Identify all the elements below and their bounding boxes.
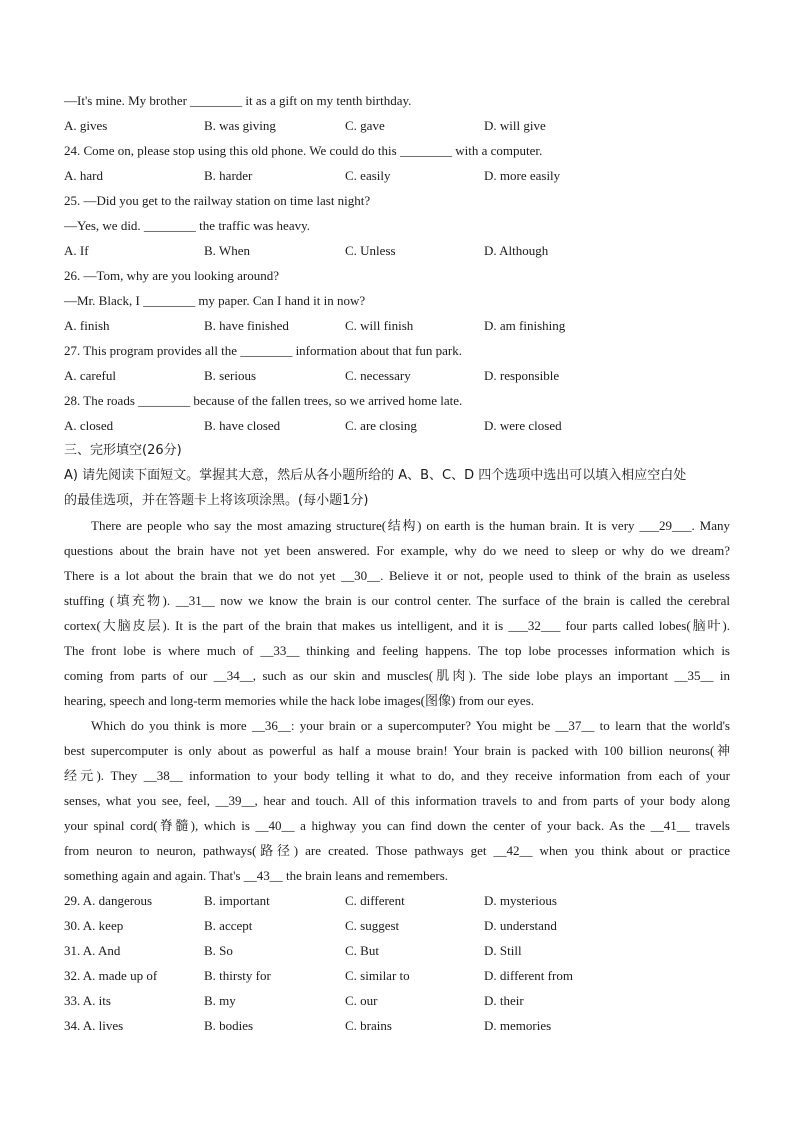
option-b: B. So xyxy=(204,943,233,958)
option-c: C. easily xyxy=(345,168,391,183)
option-b: B. was giving xyxy=(204,118,276,133)
option-a: A. If xyxy=(64,243,89,258)
passage-line: stuffing (填充物). __31__ now we know the brain is our control center. The surface of the brain is called the cerebral xyxy=(64,593,730,608)
question-28-stem: 28. The roads ________ because of the fallen trees, so we arrived home late. xyxy=(64,393,463,408)
passage-line: hearing, speech and long-term memories while the hack lobe images(图像) from our eyes. xyxy=(64,693,535,708)
cloze-options-32 xyxy=(64,963,730,988)
passage-line: cortex(大脑皮层). It is the part of the brain that makes us intelligent, and it is ___32___ four parts called lobes(脑叶). xyxy=(64,618,730,633)
passage-line: 经元). They __38__ information to your body telling it what to do, and they receive information from each of your xyxy=(64,768,730,783)
question-24-options xyxy=(64,163,730,188)
option-d: D. were closed xyxy=(484,418,562,433)
passage-paragraph-1 xyxy=(64,513,730,713)
passage-line: from neuron to neuron, pathways(路径) are created. Those pathways get __42__ when you think about or practice xyxy=(64,843,730,858)
option-a: 29. A. dangerous xyxy=(64,893,153,908)
cloze-options-34 xyxy=(64,1013,730,1038)
option-c: C. gave xyxy=(345,118,385,133)
option-c: C. Unless xyxy=(345,243,396,258)
question-28-options xyxy=(64,413,730,438)
passage-line: your spinal cord(脊髓), which is __40__ a highway you can find down the center of your back. As the __41__ travels xyxy=(64,818,730,833)
option-d: D. will give xyxy=(484,118,546,133)
passage-line: best supercomputer is only about as powerful as half a mouse brain! Your brain is packed with 100 billion neurons(神 xyxy=(64,743,730,758)
question-25-options xyxy=(64,238,730,263)
option-d: D. Still xyxy=(484,943,522,958)
cloze-options-33 xyxy=(64,988,730,1013)
option-a: 34. A. lives xyxy=(64,1018,124,1033)
option-b: B. accept xyxy=(204,918,253,933)
option-d: D. responsible xyxy=(484,368,560,383)
option-c: C. necessary xyxy=(345,368,411,383)
passage-line: something again and again. That's __43__ the brain leans and remembers. xyxy=(64,868,449,883)
question-25-stem-reply: —Yes, we did. ________ the traffic was heavy. xyxy=(64,218,310,233)
option-b: B. have closed xyxy=(204,418,281,433)
question-25-stem: 25. —Did you get to the railway station on time last night? xyxy=(64,193,371,208)
passage-line: questions about the brain have not yet been answered. For example, why do we need to sleep or why do we dream? xyxy=(64,543,730,558)
option-d: D. more easily xyxy=(484,168,561,183)
option-c: C. suggest xyxy=(345,918,400,933)
question-26-stem-reply: —Mr. Black, I ________ my paper. Can I hand it in now? xyxy=(64,293,366,308)
option-d: D. am finishing xyxy=(484,318,566,333)
cloze-options-30 xyxy=(64,913,730,938)
section-instruction-line-1: A) 请先阅读下面短文。掌握其大意，然后从各小题所给的 A、B、C、D 四个选项中选出可以填入相应空白处 xyxy=(64,468,687,483)
option-a: 31. A. And xyxy=(64,943,121,958)
option-d: D. mysterious xyxy=(484,893,557,908)
question-27-options xyxy=(64,363,730,388)
cloze-options-31 xyxy=(64,938,730,963)
option-a: 30. A. keep xyxy=(64,918,124,933)
option-b: B. thirsty for xyxy=(204,968,271,983)
option-a: A. hard xyxy=(64,168,103,183)
option-b: B. serious xyxy=(204,368,256,383)
section-title: 三、完形填空(26分) xyxy=(64,443,182,458)
option-b: B. important xyxy=(204,893,270,908)
option-a: A. closed xyxy=(64,418,114,433)
option-a: A. careful xyxy=(64,368,116,383)
question-27-stem: 27. This program provides all the ________ information about that fun park. xyxy=(64,343,462,358)
passage-line: The front lobe is where much of __33__ thinking and feeling happens. The top lobe processes information which is xyxy=(64,643,730,658)
question-24-stem: 24. Come on, please stop using this old phone. We could do this ________ with a computer. xyxy=(64,143,543,158)
option-a: A. gives xyxy=(64,118,108,133)
passage-line: There are people who say the most amazing structure(结构) on earth is the human brain. It is very ___29___. Many xyxy=(91,518,730,533)
option-c: C. will finish xyxy=(345,318,414,333)
question-26-stem: 26. —Tom, why are you looking around? xyxy=(64,268,279,283)
section-instruction-line-2: 的最佳选项，并在答题卡上将该项涂黑。(每小题1分) xyxy=(64,493,369,508)
passage-line: coming from parts of our __34__, such as our skin and muscles(肌肉). The side lobe plays an important __35__ in xyxy=(64,668,730,683)
question-26-options xyxy=(64,313,730,338)
option-d: D. their xyxy=(484,993,524,1008)
option-b: B. When xyxy=(204,243,250,258)
option-d: D. memories xyxy=(484,1018,552,1033)
option-c: C. different xyxy=(345,893,405,908)
option-b: B. bodies xyxy=(204,1018,254,1033)
question-23-options xyxy=(64,113,730,138)
cloze-options-29 xyxy=(64,888,730,913)
question-23-stem: —It's mine. My brother ________ it as a gift on my tenth birthday. xyxy=(64,93,412,108)
option-a: 32. A. made up of xyxy=(64,968,158,983)
option-b: B. have finished xyxy=(204,318,289,333)
passage-line: Which do you think is more __36__: your brain or a supercomputer? You might be __37__ to learn that the world's xyxy=(91,718,730,733)
exam-page xyxy=(64,88,730,1038)
passage-paragraph-2 xyxy=(64,713,730,888)
option-c: C. similar to xyxy=(345,968,410,983)
option-b: B. harder xyxy=(204,168,253,183)
passage-line: There is a lot about the brain that we do not yet __30__. Believe it or not, people used to think of the brain as useless xyxy=(64,568,730,583)
option-b: B. my xyxy=(204,993,236,1008)
option-d: D. different from xyxy=(484,968,573,983)
passage-line: senses, what you see, feel, __39__, hear and touch. All of this information travels to and from parts of your body along xyxy=(64,793,730,808)
option-c: C. are closing xyxy=(345,418,417,433)
option-c: C. our xyxy=(345,993,378,1008)
option-d: D. understand xyxy=(484,918,557,933)
option-c: C. But xyxy=(345,943,379,958)
option-d: D. Although xyxy=(484,243,549,258)
option-a: A. finish xyxy=(64,318,110,333)
option-a: 33. A. its xyxy=(64,993,111,1008)
option-c: C. brains xyxy=(345,1018,392,1033)
